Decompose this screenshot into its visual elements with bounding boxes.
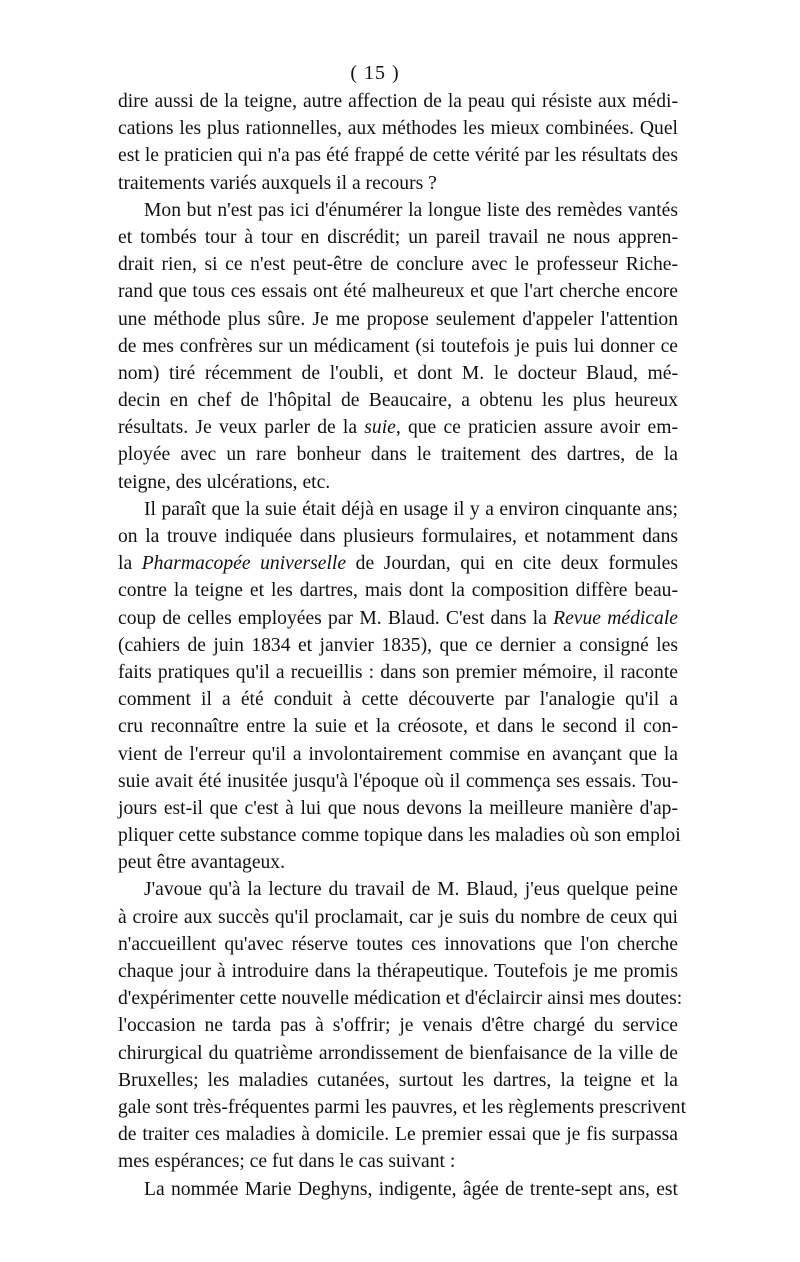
text-line: rand que tous ces essais ont été malheureux et que l'art cherche encore — [118, 281, 678, 303]
text-line: vient de l'erreur qu'il a involontairement commise en avançant que la — [118, 743, 678, 765]
text-line: suie avait été inusitée jusqu'à l'époque où il commença ses essais. Tou- — [118, 770, 678, 792]
paragraph — [118, 1176, 678, 1203]
text-line: de mes confrères sur un médicament (si toutefois je puis lui donner ce — [118, 335, 678, 357]
text-line: Bruxelles; les maladies cutanées, surtout les dartres, la teigne et la — [118, 1069, 678, 1091]
text-line: une méthode plus sûre. Je me propose seulement d'appeler l'attention — [118, 308, 678, 330]
text-line: dire aussi de la teigne, autre affection de la peau qui résiste aux médi- — [118, 91, 678, 112]
text-line: gale sont très-fréquentes parmi les pauvres, et les règlements prescrivent — [118, 1096, 687, 1118]
text-line: J'avoue qu'à la lecture du travail de M. Blaud, j'eus quelque peine — [144, 879, 678, 901]
text-line: à croire aux succès qu'il proclamait, car je suis du nombre de ceux qui — [118, 906, 678, 928]
text-line: Il paraît que la suie était déjà en usage il y a environ cinquante ans; — [144, 498, 678, 520]
text-line: faits pratiques qu'il a recueillis : dans son premier mémoire, il raconte — [118, 661, 678, 683]
text-line: de traiter ces maladies à domicile. Le premier essai que je fis surpassa — [118, 1124, 678, 1146]
body-text — [118, 88, 687, 1203]
text-line: chirurgical du quatrième arrondissement de bienfaisance de la ville de — [118, 1042, 678, 1064]
text-line: comment il a été conduit à cette découverte par l'analogie qu'il a — [118, 689, 678, 711]
text-line: nom) tiré récemment de l'oubli, et dont M. le docteur Blaud, mé- — [118, 362, 678, 384]
text-line: l'occasion ne tarda pas à s'offrir; je venais d'être chargé du service — [118, 1015, 678, 1037]
text-line: cations les plus rationnelles, aux méthodes les mieux combinées. Quel — [118, 118, 678, 140]
text-line: cru reconnaître entre la suie et la créosote, et dans le second il con- — [118, 716, 678, 738]
text-line: mes espérances; ce fut dans le cas suivant : — [118, 1151, 456, 1173]
text-line: la Pharmacopée universelle de Jourdan, qui en cite deux formules — [118, 553, 679, 575]
text-line: coup de celles employées par M. Blaud. C'est dans la Revue médicale — [118, 607, 678, 629]
text-line: decin en chef de l'hôpital de Beaucaire, a obtenu les plus heureux — [118, 390, 678, 412]
paragraph — [118, 876, 687, 1175]
text-line: drait rien, si ce n'est peut-être de conclure avec le professeur Riche- — [118, 254, 678, 276]
text-line: résultats. Je veux parler de la suie, que ce praticien assure avoir em- — [118, 417, 679, 439]
paragraph — [118, 496, 681, 877]
text-line: peut être avantageux. — [118, 852, 286, 874]
text-line: (cahiers de juin 1834 et janvier 1835), que ce dernier a consigné les — [118, 634, 678, 656]
text-line: La nommée Marie Deghyns, indigente, âgée de trente-sept ans, est — [144, 1178, 678, 1200]
text-line: d'expérimenter cette nouvelle médication et d'éclaircir ainsi mes doutes: — [118, 988, 683, 1010]
text-line: pliquer cette substance comme topique dans les maladies où son emploi — [118, 825, 681, 847]
text-line: teigne, des ulcérations, etc. — [118, 471, 331, 493]
text-line: chaque jour à introduire dans la thérapeutique. Toutefois je me promis — [118, 961, 678, 982]
text-line: Mon but n'est pas ici d'énumérer la longue liste des remèdes vantés — [144, 199, 678, 221]
text-line: et tombés tour à tour en discrédit; un pareil travail ne nous appren- — [118, 226, 678, 248]
text-line: est le praticien qui n'a pas été frappé de cette vérité par les résultats des — [118, 145, 678, 167]
text-line: on la trouve indiquée dans plusieurs formulaires, et notamment dans — [118, 526, 678, 547]
text-line: traitements variés auxquels il a recours ? — [118, 172, 437, 194]
text-line: jours est-il que c'est à lui que nous devons la meilleure manière d'ap- — [118, 797, 678, 819]
text-line: contre la teigne et les dartres, mais dont la composition diffère beau- — [118, 580, 678, 602]
text-line: ployée avec un rare bonheur dans le traitement des dartres, de la — [118, 444, 678, 466]
text-line: n'accueillent qu'avec réserve toutes ces innovations que l'on cherche — [118, 933, 678, 955]
paragraph — [118, 88, 678, 197]
page-number: ( 15 ) — [350, 62, 400, 84]
paragraph — [118, 197, 678, 496]
